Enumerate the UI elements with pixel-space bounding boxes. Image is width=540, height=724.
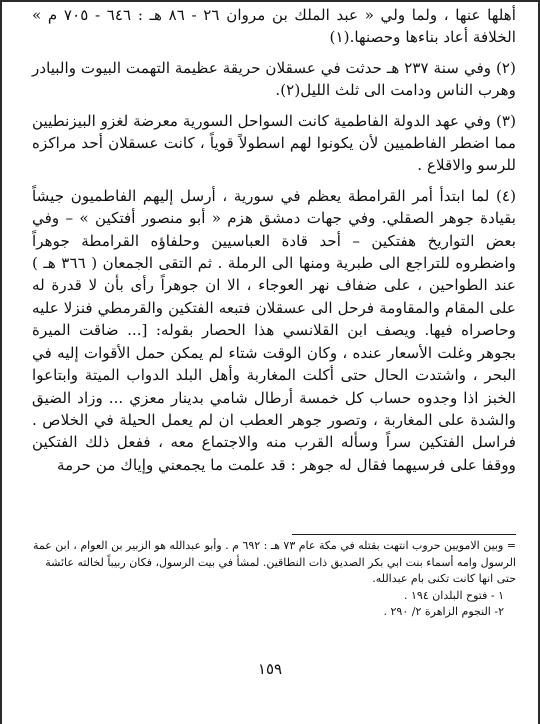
scan-border-left	[0, 0, 2, 724]
paragraph-gap	[32, 177, 516, 185]
paragraph-1: أهلها عنها ، ولما ولي « عبد الملك بن مروان ٢٦ - ٨٦ هـ : ٦٤٦ - ٧٠٥ م » الخلافة أعاد بناءها وحصنها.(١)	[32, 6, 517, 47]
paragraph-4: (٤) لما ابتدأ أمر القرامطة يعظم في سورية ، أرسل إليهم الفاطميون جيشاً بقيادة جوهر الصقلي. وفي جهات دمشق هزم « أبو منصور أفتكين » – وفي بعض التواريخ هفتكين – أحد قادة العباسيين وحلفاؤه القرامطة جوهراً واضطروه للتراجع الى طبرية ومنها الى الرملة . ثم التقى الجمعان ( ٣٦٦ هـ ) عند الطواحين ، على ضفاف نهر العوجاء ، الا ان جوهراً رأى بأن لا قدرة له على المقام والمقاومة فرحل الى عسقلان فتبعه الفتكين والقرمطي فنزلا عليه وحاصراه فيها. ويصف ابن القلانسي هذا الحصار بقوله: [... ضاقت الميرة بجوهر وغلت الأسعار عنده ، وكان الوقت شتاء لم يمكن حمل الأقوات إليه في البحر ، واشتدت الحال حتى أكلت المغاربة وأهل البلد الدواب الميتة وابتاعوا الخبز اذا وجدوه حساب كل خمسة أرطال شامي بدينار معزي ... وزاد الضيق والشدة على المغاربة ، وتصور جوهر العطب ان لم يعمل الحيلة في الخلاص . فراسل الفتكين سراً وسأله القرب منه والاجتماع معه ، ففعل ذلك الفتكين ووقفا على فرسيهما فقال له جوهر : قد علمت ما يجمعني وإياك من حرمة	[32, 186, 516, 474]
paragraph-gap	[32, 102, 516, 110]
paragraph-2: (٢) وفي سنة ٢٣٧ هـ حدثت في عسقلان حريقة عظيمة التهمت البيوت والبيادر وهرب الناس ودامت الى ثلث الليل(٢).	[32, 58, 516, 100]
footnote-divider	[292, 534, 516, 535]
scan-border-top	[0, 0, 540, 2]
footnote-continuation: = وبين الامويين حروب انتهت بقتله في مكة عام ٧٣ هـ : ٦٩٢ م . وأبو عبدالله هو الزبير بن العوام ، ابن عمة الرسول وامه أسماء بنت ابي بكر الصديق ذات النطاقين. لمشأ في بيت الرسول، فكان ربيباً لخالته عائشة حتى انها كانت تكنى بام عبدالله.	[32, 539, 516, 585]
footnote-1: ١ - فتوح البلدان ١٩٤ .	[404, 588, 504, 602]
paragraph-gap	[32, 49, 516, 57]
paragraph-3: (٣) وفي عهد الدولة الفاطمية كانت السواحل السورية معرضة لغزو البيزنطيين مما اضطر الفاطميين لأن يكونوا لهم اسطولاً قوياً ، كانت عسقلان أحد مراكزه للرسو والاقلاع .	[32, 111, 516, 175]
footnotes	[32, 538, 516, 621]
page-body	[32, 4, 516, 476]
footnote-2: ٢- النجوم الزاهرة ٢/ ٢٩٠ .	[383, 605, 504, 618]
page-number: ١٥٩	[257, 660, 283, 678]
